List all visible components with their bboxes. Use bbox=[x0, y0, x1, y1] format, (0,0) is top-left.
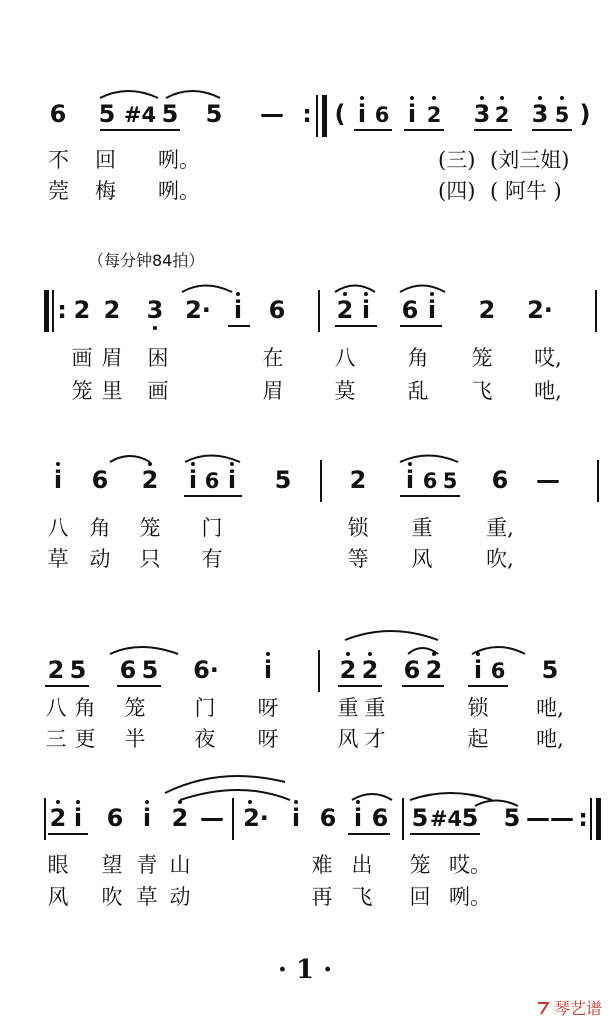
barline bbox=[318, 290, 320, 332]
lyric: 只 bbox=[139, 547, 161, 571]
note: 6 bbox=[422, 469, 438, 493]
lyric: 哎。 bbox=[449, 853, 491, 877]
high-dot bbox=[76, 800, 80, 804]
note: 6 bbox=[91, 466, 109, 494]
note: 2 bbox=[49, 804, 67, 832]
lyric: 飞 bbox=[471, 379, 493, 403]
high-dot bbox=[408, 462, 412, 466]
underline bbox=[45, 685, 89, 687]
note: 2· bbox=[243, 804, 269, 832]
lyric: 咧。 bbox=[158, 148, 200, 172]
underline bbox=[400, 325, 442, 327]
dash: — bbox=[200, 804, 224, 832]
lyric: 笼 bbox=[139, 516, 161, 540]
lyric: 咧。 bbox=[158, 179, 200, 203]
note: 2· bbox=[527, 296, 553, 324]
underline bbox=[468, 685, 508, 687]
lyric: 动 bbox=[169, 885, 191, 909]
note: 3 bbox=[146, 296, 164, 324]
lyric: 笼 bbox=[409, 853, 431, 877]
repeat-colon: : bbox=[302, 100, 312, 128]
lyric: 回 bbox=[95, 148, 116, 172]
barline bbox=[320, 460, 322, 502]
lyric: 眉 bbox=[101, 346, 123, 370]
lyric: 锁 bbox=[467, 696, 489, 720]
lyric: 三 bbox=[45, 727, 67, 751]
note: 2 bbox=[478, 296, 496, 324]
lyric: 风 bbox=[47, 885, 69, 909]
high-dot bbox=[538, 96, 542, 100]
note: 5 bbox=[541, 656, 559, 684]
high-dot bbox=[56, 800, 60, 804]
high-dot bbox=[476, 652, 480, 656]
lyric: 等 bbox=[347, 547, 369, 571]
lyric: 呀 bbox=[257, 727, 279, 751]
barline-thick bbox=[322, 95, 327, 137]
note: 6 bbox=[119, 656, 137, 684]
dash: — bbox=[260, 100, 284, 128]
note: 6 bbox=[374, 103, 390, 127]
underline bbox=[402, 685, 444, 687]
high-dot bbox=[230, 462, 234, 466]
high-dot bbox=[560, 96, 564, 100]
barline-thick bbox=[596, 798, 601, 840]
underline bbox=[410, 833, 480, 835]
barline bbox=[232, 798, 234, 840]
note: i bbox=[407, 100, 417, 128]
note: i bbox=[227, 466, 237, 494]
note: i bbox=[357, 100, 367, 128]
high-dot bbox=[432, 652, 436, 656]
note: i bbox=[427, 296, 437, 324]
note: i bbox=[263, 656, 273, 684]
lyric: 动 bbox=[89, 547, 111, 571]
note: 2 bbox=[494, 103, 510, 127]
lyric: 风 bbox=[411, 547, 433, 571]
lyric: 吹, bbox=[486, 547, 514, 571]
note: i bbox=[73, 804, 83, 832]
barline bbox=[52, 290, 54, 332]
lyric: 八 bbox=[334, 346, 356, 370]
note: 2 bbox=[361, 656, 379, 684]
lyric: 八 bbox=[45, 696, 67, 720]
underline bbox=[400, 495, 460, 497]
note: 6· bbox=[193, 656, 219, 684]
note: 6 bbox=[268, 296, 286, 324]
high-dot bbox=[432, 96, 436, 100]
note: 2 bbox=[349, 466, 367, 494]
lyric: 角 bbox=[89, 516, 111, 540]
lyric: 画 bbox=[147, 379, 169, 403]
note: 5 bbox=[411, 804, 429, 832]
note: 2 bbox=[425, 656, 443, 684]
lyric: 重 bbox=[337, 696, 359, 720]
underline bbox=[48, 833, 88, 835]
note: 2· bbox=[185, 296, 211, 324]
note: 2 bbox=[103, 296, 121, 324]
lyric: 起 bbox=[467, 727, 489, 751]
high-dot bbox=[145, 800, 149, 804]
note: 6 bbox=[401, 296, 419, 324]
paren: ( bbox=[334, 100, 346, 128]
lyric: 角 bbox=[74, 696, 96, 720]
lyric: 重 bbox=[364, 696, 386, 720]
lyric: 重, bbox=[486, 516, 514, 540]
note: 5 bbox=[161, 100, 179, 128]
high-dot bbox=[430, 292, 434, 296]
lyric: 眼 bbox=[47, 853, 69, 877]
singer-label: (刘三姐) bbox=[490, 148, 570, 172]
note: 5 bbox=[274, 466, 292, 494]
lyric: 困 bbox=[147, 346, 169, 370]
lyric: 回 bbox=[409, 885, 431, 909]
verse-number: (四) bbox=[438, 179, 476, 203]
lyric: 呀 bbox=[257, 696, 279, 720]
note: 5 bbox=[98, 100, 116, 128]
note: #4 bbox=[429, 807, 463, 831]
lyric: 飞 bbox=[351, 885, 373, 909]
note: 5 bbox=[442, 469, 458, 493]
high-dot bbox=[356, 800, 360, 804]
lyric: 才 bbox=[364, 727, 386, 751]
lyric: 不 bbox=[48, 148, 69, 172]
high-dot bbox=[500, 96, 504, 100]
high-dot bbox=[294, 800, 298, 804]
note: 3 bbox=[531, 100, 549, 128]
paren: ) bbox=[579, 100, 591, 128]
lyric: 草 bbox=[136, 885, 158, 909]
note: i bbox=[405, 466, 415, 494]
page-number: · 1 · bbox=[277, 955, 333, 985]
lyric: 笼 bbox=[471, 346, 493, 370]
note: 5 bbox=[554, 103, 570, 127]
lyric: 风 bbox=[337, 727, 359, 751]
lyric: 吔, bbox=[536, 696, 564, 720]
lyric: 里 bbox=[101, 379, 123, 403]
note: i bbox=[473, 656, 483, 684]
lyric: 咧。 bbox=[449, 885, 491, 909]
note: 5 bbox=[503, 804, 521, 832]
note: 3 bbox=[473, 100, 491, 128]
underline bbox=[117, 685, 161, 687]
underline bbox=[354, 129, 392, 131]
note: 6 bbox=[319, 804, 337, 832]
barline bbox=[44, 798, 46, 840]
high-dot bbox=[364, 292, 368, 296]
barline bbox=[318, 650, 320, 692]
underline bbox=[184, 495, 242, 497]
lyric: 望 bbox=[101, 853, 123, 877]
high-dot bbox=[236, 292, 240, 296]
high-dot bbox=[343, 292, 347, 296]
lyric: 草 bbox=[47, 547, 69, 571]
underline bbox=[348, 833, 390, 835]
dash: — bbox=[550, 804, 574, 832]
high-dot bbox=[360, 96, 364, 100]
logo-text: 琴艺谱 bbox=[553, 999, 602, 1018]
lyric: 夜 bbox=[194, 727, 216, 751]
lyric: 门 bbox=[201, 516, 223, 540]
verse-number: (三) bbox=[438, 148, 476, 172]
music-note-icon bbox=[535, 1000, 551, 1016]
lyric: 梅 bbox=[95, 179, 116, 203]
underline bbox=[532, 129, 572, 131]
underline bbox=[404, 129, 444, 131]
site-logo bbox=[535, 996, 602, 1019]
lyric: 有 bbox=[201, 547, 223, 571]
barline bbox=[597, 460, 599, 502]
note: 6 bbox=[371, 804, 389, 832]
underline bbox=[335, 325, 377, 327]
note: 6 bbox=[403, 656, 421, 684]
high-dot bbox=[410, 96, 414, 100]
lyric: 画 bbox=[71, 346, 93, 370]
note: 2 bbox=[73, 296, 91, 324]
note: 5 bbox=[141, 656, 159, 684]
high-dot bbox=[178, 800, 182, 804]
repeat-colon: : bbox=[57, 296, 67, 324]
dash: — bbox=[536, 466, 560, 494]
singer-label: ( 阿牛 ) bbox=[490, 179, 562, 203]
underline bbox=[100, 129, 180, 131]
lyric: 角 bbox=[407, 346, 429, 370]
lyric: 锁 bbox=[347, 516, 369, 540]
note: 2 bbox=[141, 466, 159, 494]
lyric: 青 bbox=[136, 853, 158, 877]
barline-thick bbox=[44, 290, 49, 332]
note: i bbox=[361, 296, 371, 324]
note: i bbox=[142, 804, 152, 832]
note: 5 bbox=[69, 656, 87, 684]
note: 2 bbox=[339, 656, 357, 684]
note: i bbox=[353, 804, 363, 832]
lyric: 吔, bbox=[534, 379, 562, 403]
lyric: 乱 bbox=[407, 379, 429, 403]
lyric: 莞 bbox=[48, 179, 69, 203]
repeat-colon: : bbox=[578, 804, 588, 832]
barline bbox=[595, 290, 597, 332]
lyric: 笼 bbox=[124, 696, 146, 720]
lyric: 更 bbox=[74, 727, 96, 751]
underline bbox=[338, 685, 382, 687]
lyric: 吹 bbox=[101, 885, 123, 909]
note: i bbox=[53, 466, 63, 494]
high-dot bbox=[368, 652, 372, 656]
lyric: 哎, bbox=[534, 346, 562, 370]
note: i bbox=[188, 466, 198, 494]
note: 2 bbox=[47, 656, 65, 684]
note: 5 bbox=[461, 804, 479, 832]
lyric: 吔, bbox=[536, 727, 564, 751]
high-dot bbox=[56, 462, 60, 466]
note: 5 bbox=[205, 100, 223, 128]
note: 6 bbox=[49, 100, 67, 128]
barline bbox=[316, 95, 318, 137]
underline bbox=[228, 325, 250, 327]
high-dot bbox=[148, 462, 152, 466]
lyric: 出 bbox=[351, 853, 373, 877]
note: 2 bbox=[426, 103, 442, 127]
tempo-marking: （每分钟84拍） bbox=[88, 251, 205, 270]
high-dot bbox=[248, 800, 252, 804]
lyric: 笼 bbox=[71, 379, 93, 403]
lyric: 眉 bbox=[262, 379, 284, 403]
high-dot bbox=[191, 462, 195, 466]
barline bbox=[402, 798, 404, 840]
lyric: 八 bbox=[47, 516, 69, 540]
note: 6 bbox=[204, 469, 220, 493]
lyric: 再 bbox=[311, 885, 333, 909]
high-dot bbox=[346, 652, 350, 656]
lyric: 门 bbox=[194, 696, 216, 720]
dash: — bbox=[526, 804, 550, 832]
high-dot bbox=[266, 652, 270, 656]
note: 6 bbox=[490, 659, 506, 683]
lyric: 在 bbox=[262, 346, 284, 370]
note: 2 bbox=[336, 296, 354, 324]
note: 2 bbox=[171, 804, 189, 832]
low-dot bbox=[153, 326, 157, 330]
note: 6 bbox=[491, 466, 509, 494]
lyric: 莫 bbox=[334, 379, 356, 403]
lyric: 半 bbox=[124, 727, 146, 751]
lyric: 山 bbox=[169, 853, 191, 877]
lyric: 难 bbox=[311, 853, 333, 877]
underline bbox=[474, 129, 512, 131]
note: i bbox=[291, 804, 301, 832]
note: i bbox=[233, 296, 243, 324]
note: #4 bbox=[123, 103, 157, 127]
high-dot bbox=[480, 96, 484, 100]
note: 6 bbox=[106, 804, 124, 832]
lyric: 重 bbox=[411, 516, 433, 540]
barline bbox=[590, 798, 592, 840]
